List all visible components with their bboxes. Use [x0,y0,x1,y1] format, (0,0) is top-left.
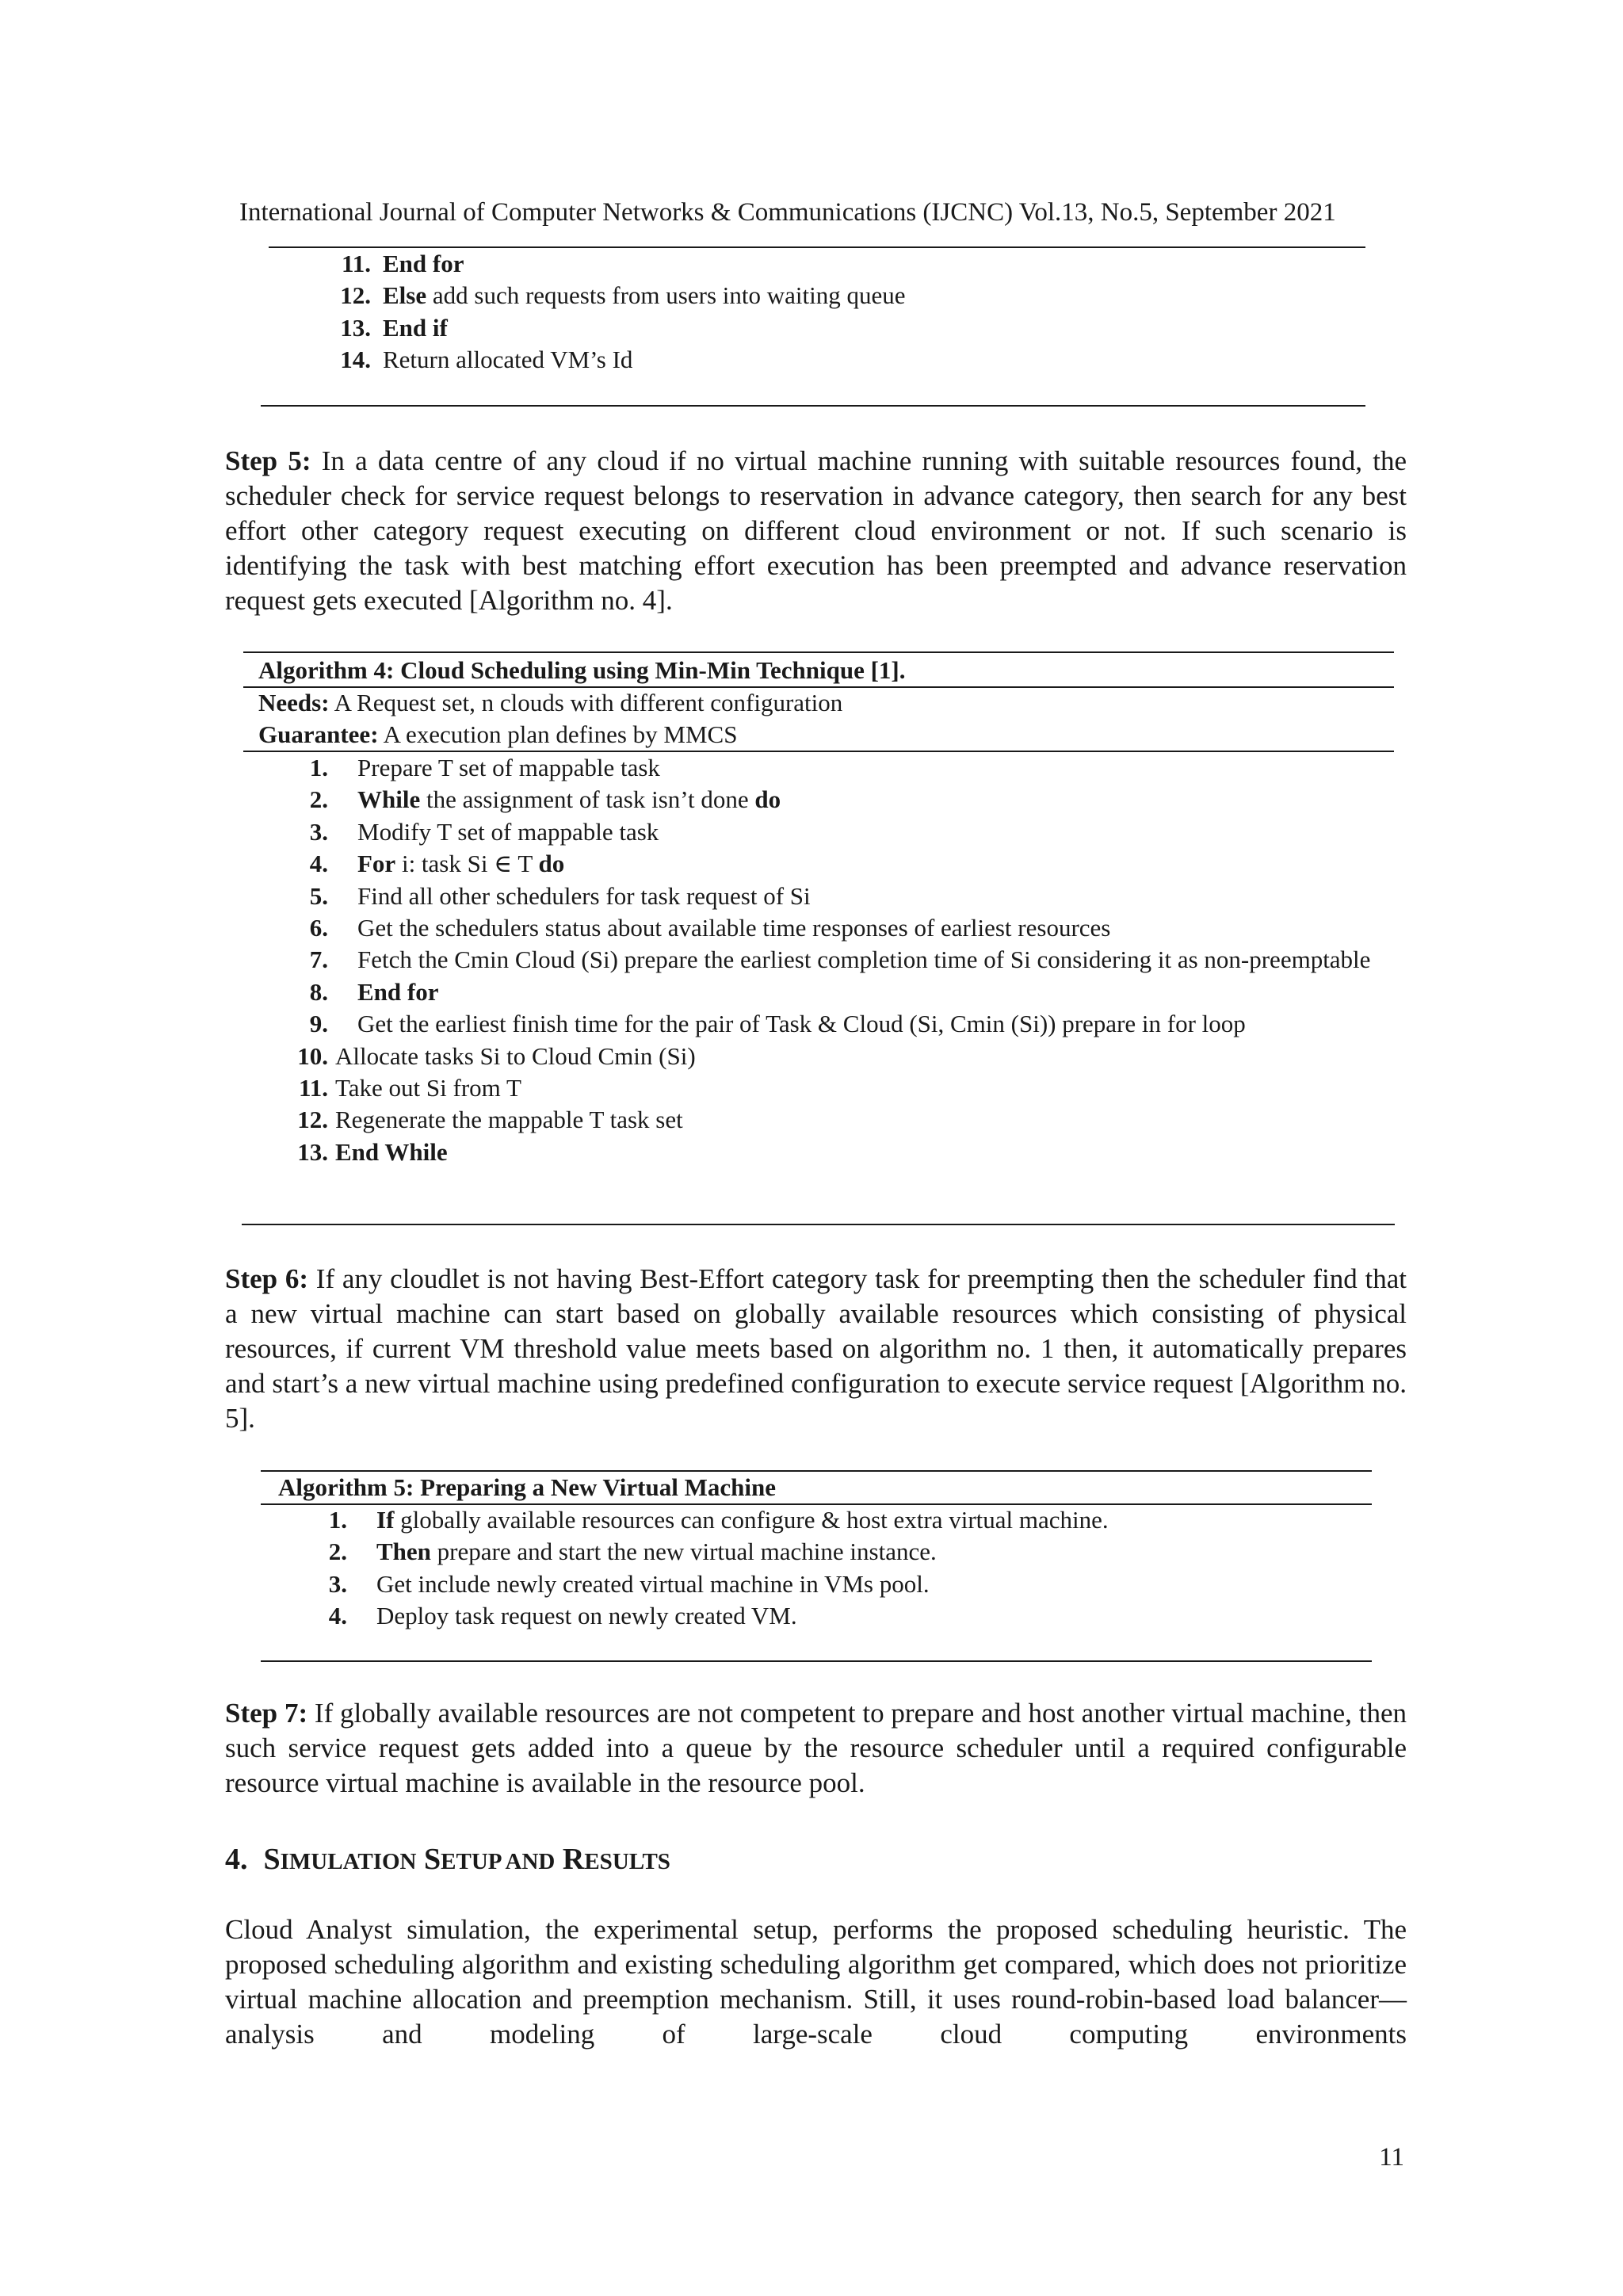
step-6-paragraph [225,1262,1407,1436]
step-text: add such requests from users into waiting queue [426,281,906,310]
step-number: 2. [309,785,328,814]
algo4-step-10 [293,1041,1387,1072]
step-text: Get the earliest finish time for the pair of Task & Cloud (Si, Cmin (Si)) prepare in for loop [357,1010,1246,1038]
algo3-step-13 [317,312,1363,344]
keyword: Else [383,281,427,310]
step-text: Fetch the Cmin Cloud (Si) prepare the earliest completion time of Si considering it as non-preemptable [357,946,1371,974]
algorithm-4-guarantee [258,719,737,751]
step-text: Get include newly created virtual machine in VMs pool. [376,1569,930,1598]
step-number: 11. [298,1074,328,1102]
algo4-step-2 [293,784,1387,816]
step-text: prepare and start the new virtual machine instance. [430,1538,937,1566]
step-number: 5. [309,881,328,910]
step-number: 11. [341,250,371,277]
algo5-step-1 [320,1504,1366,1536]
step-text: Get the schedulers status about available time responses of earliest resources [357,914,1111,942]
algo3-step-14 [317,344,1363,376]
step-5-text: In a data centre of any cloud if no virtual machine running with suitable resources found, the scheduler check for service request belongs to reservation in advance category, then search for any best effort other category request executing on different cloud environment or not. If such scenario is identifying the task with best matching effort execution has been preempted and advance reservation request gets executed [Algorithm no. 4]. [225,445,1407,616]
algorithm-4-title: Algorithm 4: Cloud Scheduling using Min-Min Technique [1]. [258,656,906,684]
step-text: Regenerate the mappable T task set [335,1106,683,1134]
algo4-step-8 [293,976,1387,1008]
section-4-body-paragraph: Cloud Analyst simulation, the experimental setup, performs the proposed scheduling heuristic. The proposed scheduling algorithm and existing scheduling algorithm get compared, which does not prioritize virtual machine allocation and preemption mechanism. Still, it uses round-robin-based load balancer—analysis and modeling of large-scale cloud computing environments [225,1914,1407,2050]
step-number: 4. [309,850,328,878]
algorithm-4-bottom-rule [242,1224,1395,1225]
algo4-step-1 [293,752,1387,784]
keyword-do: do [754,785,781,814]
step-6-text: If any cloudlet is not having Best-Effort category task for preempting then the scheduler find that a new virtual machine can start based on globally available resources which consisting of physical resources, if current VM threshold value meets based on algorithm no. 1 then, it automatically prepares and start’s a new virtual machine using predefined configuration to execute service request [Algorithm no. 5]. [225,1263,1407,1434]
heading-smallcaps: ETUP AND [441,1849,556,1874]
keyword: While [357,785,421,814]
step-number: 6. [309,914,328,942]
step-number: 12. [297,1106,328,1134]
step-text: Find all other schedulers for task request of Si [357,881,811,910]
algorithm-5-bottom-rule [261,1660,1372,1662]
algorithm-3-tail [317,248,1363,376]
algo3-step-11 [317,248,1363,280]
algo4-step-3 [293,816,1387,848]
keyword: End for [357,977,439,1006]
step-number: 2. [328,1538,347,1566]
step-number: 10. [297,1041,328,1070]
step-text: the assignment of task isn’t done [420,785,755,814]
algorithm-3-bottom-rule [261,405,1365,407]
algo4-step-7 [293,944,1387,976]
step-text: Modify T set of mappable task [357,817,659,846]
algorithm-5-title: Algorithm 5: Preparing a New Virtual Machine [278,1473,776,1501]
step-number: 13. [297,1137,328,1166]
step-number: 13. [340,313,371,342]
algo4-step-13 [293,1137,1387,1168]
heading-smallcaps: ESULTS [584,1849,670,1874]
step-text: Deploy task request on newly created VM. [376,1602,797,1630]
step-5-label: Step 5: [225,445,311,476]
step-number: 1. [309,754,328,781]
heading-initial: R [562,1843,585,1876]
keyword: End for [383,250,464,277]
step-text: i: task Si ∈ T [395,850,539,878]
step-text: Return allocated VM’s Id [383,346,633,374]
step-7-text: If globally available resources are not competent to prepare and host another virtual machine, then such service request gets added into a queue by the resource scheduler until a required configurable resource virtual machine is available in the resource pool. [225,1698,1407,1798]
algorithm-4-top-rule [243,651,1394,653]
running-header: International Journal of Computer Networks & Communications (IJCNC) Vol.13, No.5, September 2021 [239,198,1336,227]
algorithm-4-needs [258,687,842,719]
algo5-step-2 [320,1536,1366,1568]
heading-smallcaps: IMULATION [280,1849,417,1874]
algo4-step-6 [293,912,1387,944]
step-number: 8. [309,977,328,1006]
step-text: Prepare T set of mappable task [357,754,660,781]
step-number: 7. [309,946,328,974]
step-6-label: Step 6: [225,1263,309,1294]
step-5-paragraph [225,444,1407,618]
step-number: 14. [340,346,371,374]
needs-text: A Request set, n clouds with different configuration [329,689,843,716]
step-text: globally available resources can configure & host extra virtual machine. [394,1506,1109,1534]
algo4-step-9 [293,1008,1387,1040]
step-7-paragraph [225,1696,1407,1801]
step-number: 4. [328,1602,347,1630]
algorithm-4-steps [293,752,1387,1168]
algo3-step-12 [317,280,1363,311]
needs-label: Needs: [258,689,330,716]
keyword: If [376,1506,395,1534]
step-number: 3. [328,1569,347,1598]
section-4-heading [225,1840,670,1881]
guarantee-text: A execution plan defines by MMCS [378,720,738,748]
algo4-step-5 [293,881,1387,912]
step-number: 3. [309,817,328,846]
algorithm-5-steps [320,1504,1366,1633]
heading-initial: S [263,1843,281,1876]
section-number: 4. [225,1843,248,1876]
keyword-do: do [538,850,565,878]
algo5-step-3 [320,1568,1366,1600]
algo4-step-12 [293,1104,1387,1136]
step-text: Allocate tasks Si to Cloud Cmin (Si) [335,1041,696,1070]
step-7-label: Step 7: [225,1698,308,1729]
keyword: For [357,850,396,878]
keyword: End While [335,1137,448,1166]
algo4-step-4 [293,848,1387,880]
step-number: 12. [340,281,371,310]
keyword: Then [376,1538,431,1566]
keyword: End if [383,313,448,342]
page-number: 11 [1379,2143,1404,2172]
algo4-step-11 [293,1072,1387,1104]
step-number: 1. [328,1506,347,1534]
algo5-step-4 [320,1600,1366,1632]
heading-initial: S [424,1843,441,1876]
guarantee-label: Guarantee: [258,720,379,748]
step-number: 9. [309,1010,328,1038]
step-text: Take out Si from T [335,1074,521,1102]
